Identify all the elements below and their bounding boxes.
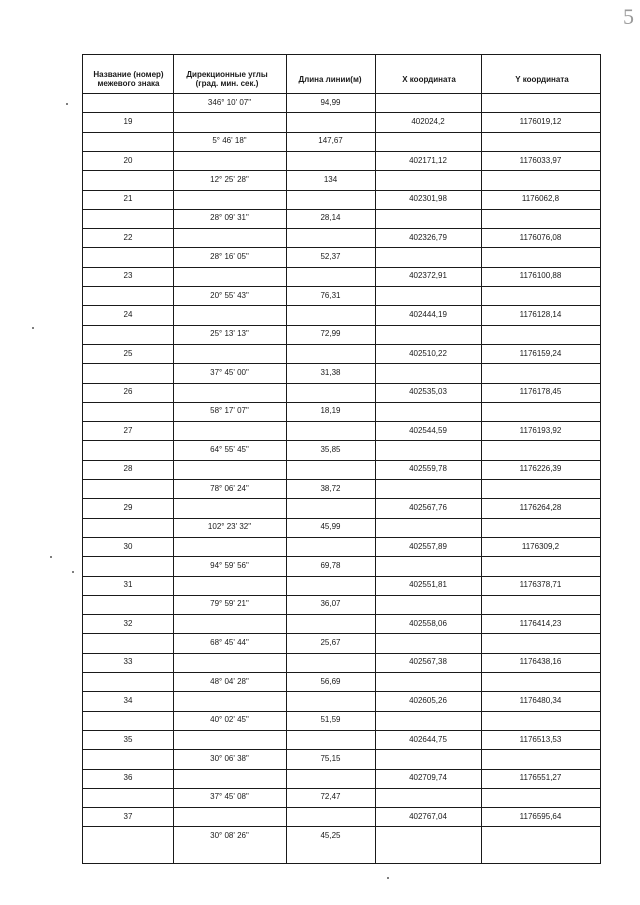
scan-speck [72, 571, 74, 573]
point-name: 37 [123, 811, 133, 821]
point-x: 402709,74 [409, 773, 447, 783]
point-x: 402767,04 [409, 811, 447, 821]
segment-length: 25,67 [320, 638, 341, 648]
point-name: 24 [123, 309, 133, 319]
point-y: 1176178,45 [519, 387, 562, 397]
point-x: 402644,75 [409, 734, 447, 744]
point-y: 1176513,53 [519, 734, 562, 744]
segment-angle: 48° 04' 28" [210, 676, 249, 686]
point-y: 1176378,71 [519, 580, 562, 590]
segment-angle: 25° 13' 13" [210, 329, 249, 339]
header-y-coordinate: Y координата [515, 74, 569, 84]
segment-length: 45,99 [320, 522, 341, 532]
scan-speck [387, 877, 389, 879]
point-y: 1176076,08 [519, 232, 562, 242]
point-x: 402326,79 [409, 232, 447, 242]
point-y: 1176438,16 [519, 657, 562, 667]
point-name: 29 [123, 502, 133, 512]
point-x: 402559,78 [409, 464, 447, 474]
segment-length: 75,15 [320, 753, 341, 763]
point-x: 402605,26 [409, 695, 447, 705]
segment-angle: 28° 16' 05" [210, 252, 249, 262]
segment-angle: 20° 55' 43" [210, 290, 249, 300]
segment-length: 147,67 [318, 136, 343, 146]
point-y: 1176128,14 [519, 309, 562, 319]
point-x: 402544,59 [409, 425, 447, 435]
point-name: 35 [123, 734, 133, 744]
point-name: 27 [123, 425, 133, 435]
segment-angle: 79° 59' 21" [210, 599, 249, 609]
point-name: 33 [123, 657, 133, 667]
scan-speck [32, 327, 34, 329]
point-y: 1176480,34 [519, 695, 562, 705]
point-name: 28 [123, 464, 133, 474]
point-y: 1176100,88 [519, 271, 562, 281]
point-name: 32 [123, 618, 133, 628]
point-y: 1176264,28 [519, 502, 562, 512]
boundary-points-table [82, 54, 601, 864]
segment-angle: 346° 10' 07" [207, 97, 252, 107]
point-y: 1176159,24 [519, 348, 562, 358]
point-y: 1176062,8 [521, 194, 560, 204]
segment-length: 38,72 [320, 483, 341, 493]
segment-angle: 30° 06' 38" [210, 753, 249, 763]
segment-length: 51,59 [320, 715, 341, 725]
point-y: 1176414,23 [519, 618, 562, 628]
point-name: 34 [123, 695, 133, 705]
segment-length: 31,38 [320, 367, 341, 377]
point-x: 402510,22 [409, 348, 447, 358]
segment-length: 134 [323, 174, 338, 184]
segment-length: 94,99 [320, 97, 341, 107]
point-name: 23 [123, 271, 133, 281]
point-x: 402535,03 [409, 387, 447, 397]
segment-angle: 37° 45' 00" [210, 367, 249, 377]
point-y: 1176309,2 [521, 541, 560, 551]
segment-angle: 30° 08' 26" [210, 831, 249, 841]
header-point-name: Название (номер) межевого знака [93, 70, 164, 88]
segment-angle: 37° 45' 08" [210, 792, 249, 802]
segment-angle: 12° 25' 28" [210, 174, 249, 184]
point-name: 25 [123, 348, 133, 358]
point-x: 402567,76 [409, 502, 447, 512]
point-name: 20 [123, 155, 133, 165]
point-x: 402444,19 [409, 309, 447, 319]
point-name: 31 [123, 580, 133, 590]
point-y: 1176033,97 [519, 155, 562, 165]
point-name: 19 [123, 116, 133, 126]
segment-length: 76,31 [320, 290, 341, 300]
segment-length: 72,47 [320, 792, 341, 802]
scan-speck [50, 556, 52, 558]
point-x: 402558,06 [409, 618, 447, 628]
point-x: 402551,81 [409, 580, 447, 590]
segment-length: 28,14 [320, 213, 341, 223]
point-name: 26 [123, 387, 133, 397]
segment-length: 52,37 [320, 252, 341, 262]
segment-angle: 28° 09' 31" [210, 213, 249, 223]
segment-length: 72,99 [320, 329, 341, 339]
point-x: 402557,89 [409, 541, 447, 551]
point-y: 1176226,39 [519, 464, 562, 474]
scan-speck [66, 103, 68, 105]
point-x: 402301,98 [409, 194, 447, 204]
point-name: 22 [123, 232, 133, 242]
segment-angle: 58° 17' 07" [210, 406, 249, 416]
segment-length: 36,07 [320, 599, 341, 609]
point-name: 36 [123, 773, 133, 783]
point-y: 1176193,92 [519, 425, 562, 435]
header-direction-angle: Дирекционные углы (град. мин. сек.) [186, 70, 268, 88]
segment-angle: 102° 23' 32" [207, 522, 252, 532]
point-y: 1176551,27 [519, 773, 562, 783]
segment-angle: 68° 45' 44" [210, 638, 249, 648]
page-mark: 5 [623, 4, 634, 29]
point-y: 1176019,12 [519, 116, 562, 126]
header-x-coordinate: X координата [402, 74, 456, 84]
segment-length: 35,85 [320, 445, 341, 455]
point-name: 30 [123, 541, 133, 551]
point-x: 402372,91 [409, 271, 447, 281]
segment-angle: 5° 46' 18" [212, 136, 247, 146]
segment-length: 56,69 [320, 676, 341, 686]
segment-length: 69,78 [320, 560, 341, 570]
point-x: 402171,12 [409, 155, 447, 165]
segment-angle: 94° 59' 56" [210, 560, 249, 570]
point-x: 402024,2 [411, 116, 445, 126]
point-y: 1176595,64 [519, 811, 562, 821]
header-line-length: Длина линии(м) [298, 74, 362, 84]
segment-length: 45,25 [320, 831, 341, 841]
point-name: 21 [123, 194, 133, 204]
segment-length: 18,19 [320, 406, 341, 416]
segment-angle: 78° 06' 24" [210, 483, 249, 493]
point-x: 402567,38 [409, 657, 447, 667]
segment-angle: 40° 02' 45" [210, 715, 249, 725]
segment-angle: 64° 55' 45" [210, 445, 249, 455]
